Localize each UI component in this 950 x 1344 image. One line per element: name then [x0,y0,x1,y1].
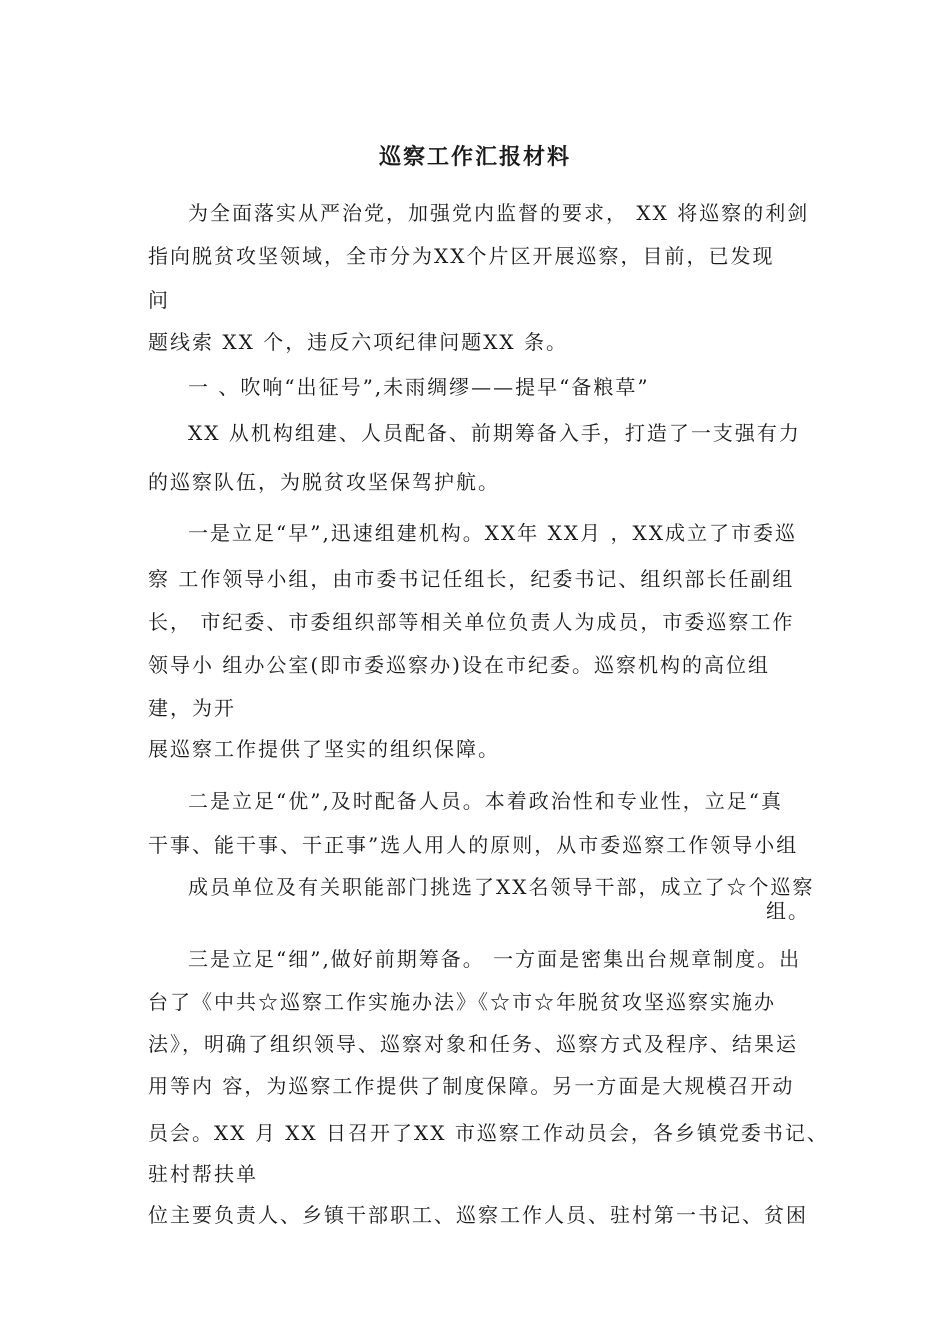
paragraph-line: 为全面落实从严治党，加强党内监督的要求， XX 将巡察的利剑 [188,201,810,225]
paragraph-line: 题线索 XX 个，违反六项纪律问题XX 条。 [148,330,569,354]
paragraph-line: 法》，明确了组织领导、巡察对象和任务、巡察方式及程序、结果运 [148,1032,798,1056]
paragraph-line: 驻村帮扶单 [148,1162,258,1186]
paragraph-line: 三是立足“细”,做好前期筹备。 一方面是密集出台规章制度。出 [188,947,802,971]
paragraph-line: 台了《中共☆巡察工作实施办法》《☆市☆年脱贫攻坚巡察实施办 [148,990,776,1014]
paragraph-line: XX 从机构组建、人员配备、前期筹备入手，打造了一支强有力 [188,421,801,445]
paragraph-line: 组。 [766,899,810,923]
paragraph-line: 指向脱贫攻坚领域，全市分为XX个片区开展巡察，目前，已发现 [148,244,775,268]
paragraph-line: 用等内 容，为巡察工作提供了制度保障。另一方面是大规模召开动 [148,1074,795,1098]
paragraph-line: 问 [148,288,170,312]
paragraph-line: 成员单位及有关职能部门挑选了XX名领导干部，成立了☆个巡察 [188,875,815,899]
paragraph-line: 展巡察工作提供了坚实的组织保障。 [148,737,500,761]
paragraph-line: 察 工作领导小组，由市委书记任组长，纪委书记、组织部长任副组 [148,567,795,591]
paragraph-line: 位主要负责人、乡镇干部职工、巡察工作人员、驻村第一书记、贫困 [148,1203,808,1227]
paragraph-line: 二是立足“优”,及时配备人员。本着政治性和专业性，立足“真 [188,789,784,813]
paragraph-line: 领导小 组办公室(即市委巡察办)设在市纪委。巡察机构的高位组 [148,653,770,677]
paragraph-line: 建，为开 [148,696,236,720]
paragraph-line: 长， 市纪委、市委组织部等相关单位负责人为成员，市委巡察工作 [148,610,795,634]
paragraph-line: 一是立足“早”,迅速组建机构。XX年 XX月 ，XX成立了市委巡 [188,521,797,545]
paragraph-line: 干事、能干事、干正事”选人用人的原则，从市委巡察工作领导小组 [148,833,799,857]
section-heading: 一 、吹响“出征号”,未雨绸缪——提早“备粮草” [188,375,650,399]
paragraph-line: 的巡察队伍，为脱贫攻坚保驾护航。 [148,470,500,494]
paragraph-line: 员会。XX 月 XX 日召开了XX 市巡察工作动员会，各乡镇党委书记、 [148,1121,829,1145]
document-title: 巡察工作汇报材料 [378,145,571,170]
